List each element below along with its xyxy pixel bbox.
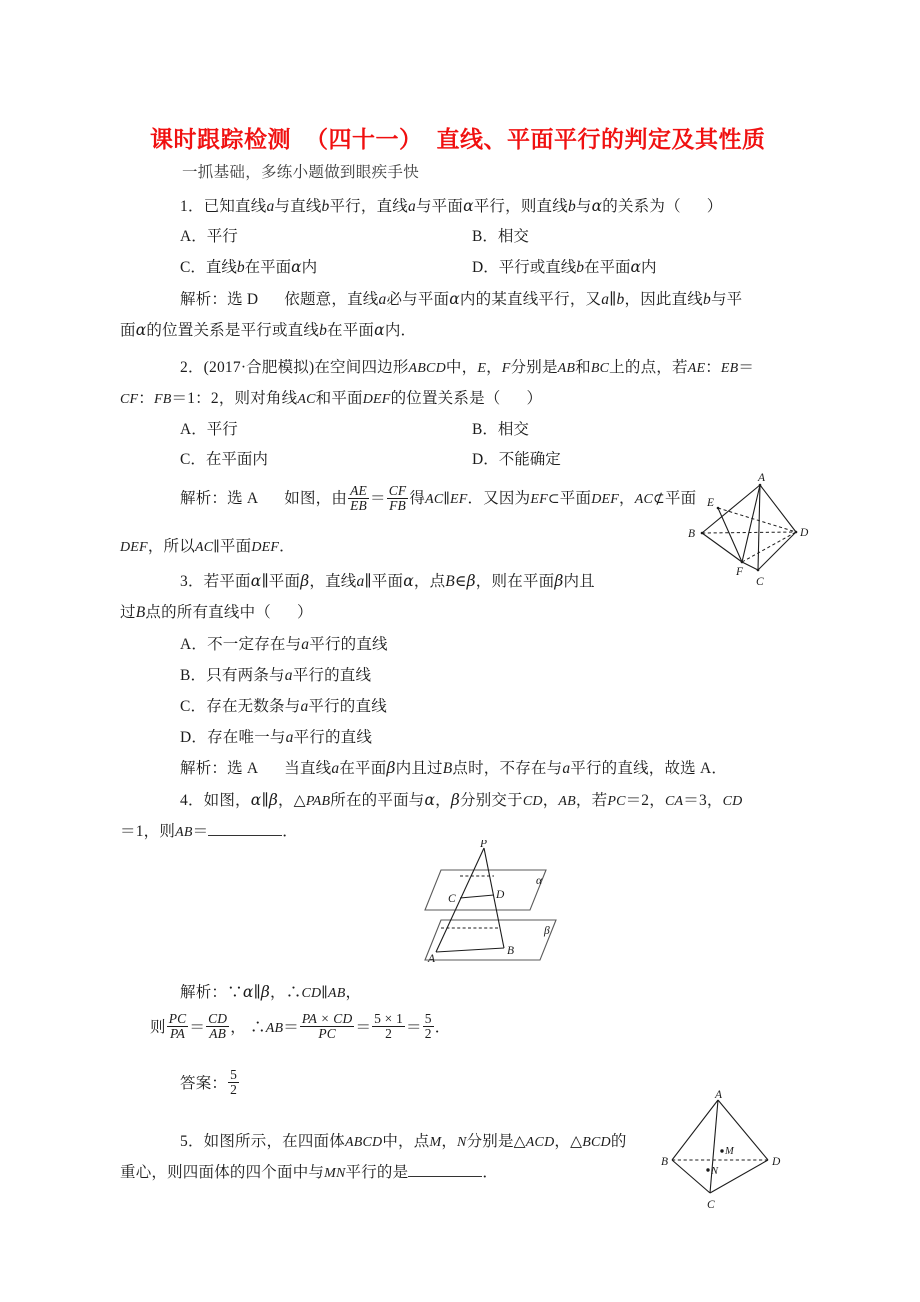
q1-option-b[interactable]: B．相交 [472,228,529,245]
q1-option-a[interactable]: A．平行 [180,228,238,245]
q1-text: ） [706,198,723,215]
figure1-label-a: A [758,472,766,484]
q1-text: 的关系为（ [602,198,681,215]
figure2-label-alpha: α [536,875,543,887]
figure1-label-e: E [707,497,715,509]
q1-var: α [463,197,474,215]
q4-answer-label: 答案： [180,1075,228,1092]
q1-var: a [408,198,416,215]
q5-number: 5． [180,1133,204,1150]
fraction-5x1-over-2: $\frac{5 \times 1}{2}$ [374,1010,404,1041]
q1-var: b [567,198,576,215]
question-3-solution: 解析：选 A 当直线a在平面β内且过B点时，不存在与a平行的直线，故选 A． [180,759,728,777]
q3-solution-label: 解析：选 A [180,760,259,777]
question-2-stem-line2: CF：FB＝1：2，则对角线AC和平面DEF的位置关系是（ ） [120,390,543,407]
fraction-cf-fb: $\frac{CF}{FB}$ [388,482,407,513]
q1-text: 已知直线 [203,198,267,215]
figure2-label-d: D [496,889,505,901]
figure3-label-d: D [772,1156,781,1168]
page-title-number: （四十一） [305,127,423,152]
fraction-5-over-2: $\frac{5}{2}$ [424,1010,432,1041]
question-2-solution-line2: DEF，所以AC∥平面DEF． [120,538,295,555]
q1-text: 平行，则直线 [473,198,568,215]
figure1-label-d: D [800,527,809,539]
page-subtitle: 一抓基础，多练小题做到眼疾手快 [182,164,420,181]
q2-number: 2． [180,359,204,376]
q4-solution-label: 解析： [180,984,228,1001]
q1-var: α [591,197,603,215]
question-3-stem-line2: 过B点的所有直线中（ ） [120,604,313,621]
question-2-stem: 2．(2017·合肥模拟)在空间四边形ABCD中，E，F分别是AB和BC上的点，若AE：EB＝ [180,359,755,376]
figure2-label-a: A [428,953,436,965]
figure2-label-b: B [507,945,515,957]
question-4-solution: 解析：∵α∥β，∴CD∥AB， [180,983,362,1001]
figure2-label-beta: β [544,925,550,937]
figure3-label-m: M [725,1146,734,1157]
q1-text: 平行，直线 [329,198,408,215]
q3-option-c[interactable]: C．存在无数条与a平行的直线 [180,698,387,715]
q4-answer-blank[interactable] [208,822,282,836]
q3-option-b[interactable]: B．只有两条与a平行的直线 [180,667,372,684]
question-5-stem: 5．如图所示，在四面体ABCD中，点M，N分别是△ACD，△BCD的 [180,1133,627,1150]
page-title [150,121,850,154]
question-5-stem-line2: 重心，则四面体的四个面中与MN平行的是 ． [120,1164,499,1181]
q1-text: 与平面 [415,198,464,215]
q1-text: 与 [575,198,592,215]
figure1-label-b: B [688,528,696,540]
question-4-answer [180,1068,580,1099]
question-1-stem [150,191,848,222]
q1-option-c[interactable]: C．直线b在平面α内 [180,258,318,276]
figure-parallel-planes-pab [408,840,568,970]
question-3-stem: 3．若平面α∥平面β，直线a∥平面α，点B∈β，则在平面β内且 [180,572,595,590]
fraction-cd-ab: $\frac{CD}{AB}$ [208,1010,228,1041]
figure3-label-b: B [661,1156,669,1168]
figure3-label-c: C [707,1199,715,1211]
q1-var: a [266,198,275,215]
fraction-pc-pa: $\frac{PC}{PA}$ [168,1010,187,1041]
q1-solution-label: 解析：选 D [180,291,259,308]
question-4-stem-line2: ＝1，则AB＝ ． [120,823,298,840]
figure-tetrahedron-abcd-centroids [660,1088,820,1213]
q1-var: b [321,198,330,215]
q2-option-a[interactable]: A．平行 [180,421,238,438]
figure2-label-p: P [480,840,488,850]
q2-solution-label: 解析：选 A [180,490,259,507]
question-2-solution: 解析：选 A 如图，由 $\frac{AE}{EB}$ ＝ $\frac{CF}{FB}$ 得AC∥EF．又因为EF⊂平面DEF，AC⊄平面 [180,482,697,513]
figure1-label-f: F [736,566,744,578]
question-1-solution: 解析：选 D 依题意，直线a必与平面α内的某直线平行，又a∥b，因此直线b与平 [180,290,743,308]
question-4-stem: 4．如图，α∥β，△PAB所在的平面与α，β分别交于CD，AB，若PC＝2，CA＝3，CD [180,791,743,809]
figure3-label-a: A [715,1089,723,1101]
q2-option-d[interactable]: D．不能确定 [472,451,561,468]
q4-number: 4． [180,792,204,809]
figure2-label-c: C [448,893,456,905]
q1-number: 1． [180,198,204,215]
page-title-main: 课时跟踪检测 [150,127,291,152]
q1-option-d[interactable]: D．平行或直线b在平面α内 [472,258,657,276]
question-4-solution-line2: 则 $\frac{PC}{PA}$ ＝ $\frac{CD}{AB}$ ， ∴AB＝ $\frac{PA \times CD}{PC}$ ＝ $\frac{5 \times 1}{2}$ ＝ $\frac{5}{2}$ ． [150,1010,451,1041]
question-1-solution-line2: 面α的位置关系是平行或直线b在平面α内． [120,321,417,339]
figure1-label-c: C [756,576,764,588]
q3-option-a[interactable]: A．不一定存在与a平行的直线 [180,636,388,653]
q2-option-b[interactable]: B．相交 [472,421,529,438]
fraction-pa-cd-over-pc: $\frac{PA \times CD}{PC}$ [301,1010,353,1041]
q3-option-d[interactable]: D．存在唯一与a平行的直线 [180,729,373,746]
q2-source: (2017·合肥模拟) [203,359,315,376]
figure3-label-n: N [711,1166,719,1177]
q5-answer-blank[interactable] [408,1163,482,1177]
page-title-topic: 直线、平面平行的判定及其性质 [436,127,766,152]
answer-fraction-5-over-2: $\frac{5}{2}$ [230,1066,238,1097]
q1-text: 与直线 [274,198,322,215]
q2-option-c[interactable]: C．在平面内 [180,451,268,468]
fraction-ae-eb: $\frac{AE}{EB}$ [350,482,367,513]
q3-number: 3． [180,573,204,590]
